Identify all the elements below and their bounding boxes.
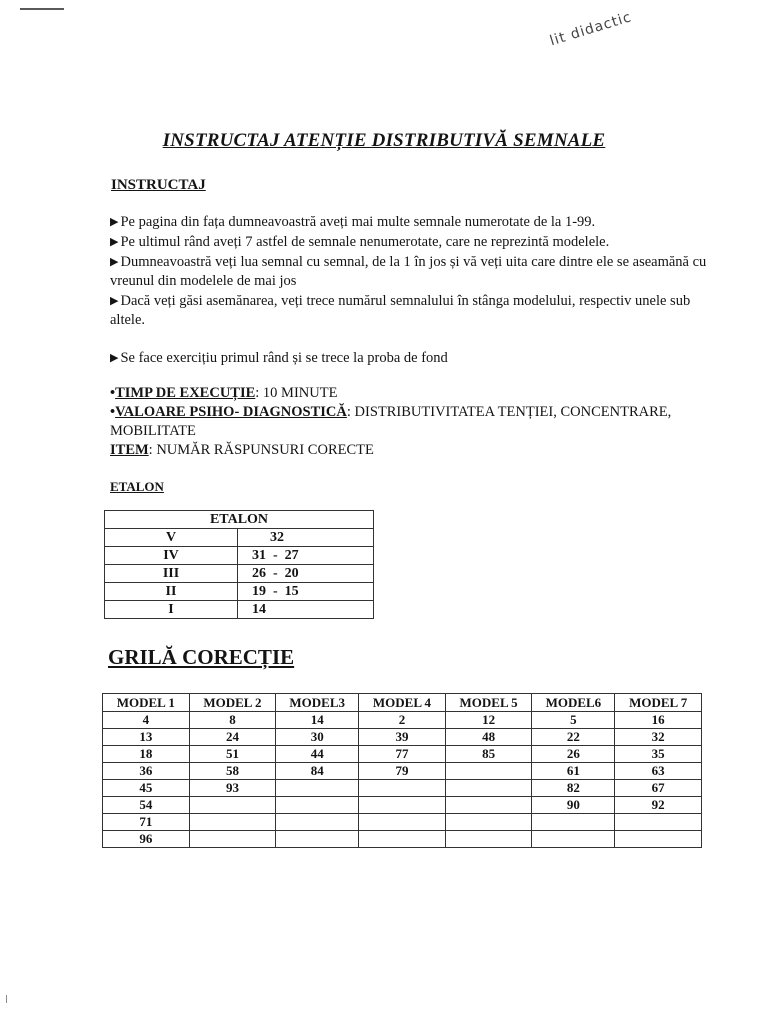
section-heading-instructaj: INSTRUCTAJ: [111, 177, 206, 193]
grila-cell: [359, 831, 446, 848]
grila-row: [103, 729, 702, 746]
bullet-arrow-icon: ▶: [110, 295, 119, 307]
grila-cell: 14: [276, 712, 359, 729]
instruction-4: ▶ Dacă veți găsi asemănarea, veți trece numărul semnalului în stânga modelului, respectiv unele sub altele.: [110, 293, 691, 328]
grila-cell: [445, 814, 532, 831]
grila-cell: 96: [103, 831, 190, 848]
valoare-value: : DISTRIBUTIVITATEA TENȚIEI, CONCENTRARE, MOBILITATE: [110, 404, 672, 439]
grila-cell: 71: [103, 814, 190, 831]
grila-cell: 85: [445, 746, 532, 763]
grila-cell: [445, 797, 532, 814]
scan-mark-left: [6, 995, 7, 1003]
grila-cell: 30: [276, 729, 359, 746]
grila-cell: 4: [103, 712, 190, 729]
grila-cell: 16: [615, 712, 702, 729]
etalon-row: [105, 529, 374, 547]
timp-value: : 10 MINUTE: [255, 385, 338, 401]
grila-cell: 18: [103, 746, 190, 763]
grila-header-cell: MODEL 4: [359, 694, 446, 712]
grila-cell: 90: [532, 797, 615, 814]
grila-header-cell: MODEL6: [532, 694, 615, 712]
grila-cell: [532, 814, 615, 831]
etalon-level: I: [105, 601, 238, 619]
etalon-row: [105, 583, 374, 601]
grila-correctie-table: [102, 693, 702, 848]
grila-cell: [359, 814, 446, 831]
etalon-range: 31 - 27: [238, 547, 374, 565]
instruction-1: ▶ Pe pagina din fața dumneavoastră aveți mai multe semnale numerotate de la 1-99.: [110, 214, 596, 230]
grila-row: [103, 814, 702, 831]
grila-cell: 12: [445, 712, 532, 729]
grila-cell: [445, 831, 532, 848]
grila-cell: 82: [532, 780, 615, 797]
grila-cell: 54: [103, 797, 190, 814]
grila-cell: 8: [189, 712, 276, 729]
grila-header-cell: MODEL3: [276, 694, 359, 712]
grila-cell: 48: [445, 729, 532, 746]
item-value: : NUMĂR RĂSPUNSURI CORECTE: [148, 442, 374, 458]
grila-cell: 26: [532, 746, 615, 763]
grila-cell: 51: [189, 746, 276, 763]
valoare-label: VALOARE PSIHO- DIAGNOSTICĂ: [115, 404, 347, 420]
etalon-row: [105, 565, 374, 583]
grila-row: [103, 797, 702, 814]
instruction-3: ▶ Dumneavoastră veți lua semnal cu semnal, de la 1 în jos și vă veți uita care dintre ele se aseamănă cu vreunul din modelele de mai jos: [110, 254, 707, 289]
detail-item: [110, 441, 722, 460]
grila-header-cell: MODEL 1: [103, 694, 190, 712]
grila-heading: GRILĂ CORECȚIE: [108, 645, 295, 669]
grila-cell: [615, 814, 702, 831]
grila-header-cell: MODEL 7: [615, 694, 702, 712]
item-label: ITEM: [110, 442, 149, 458]
grila-row: [103, 746, 702, 763]
grila-cell: 63: [615, 763, 702, 780]
etalon-row: [105, 547, 374, 565]
grila-cell: [276, 797, 359, 814]
grila-cell: [189, 814, 276, 831]
grila-row: [103, 831, 702, 848]
grila-cell: [276, 831, 359, 848]
instruction-2: ▶ Pe ultimul rând aveți 7 astfel de semnale nenumerotate, care ne reprezintă modelele.: [110, 234, 610, 250]
grila-cell: 79: [359, 763, 446, 780]
etalon-range: 19 - 15: [238, 583, 374, 601]
detail-timp: [110, 384, 722, 403]
grila-header-cell: MODEL 2: [189, 694, 276, 712]
grila-row: [103, 763, 702, 780]
etalon-range: 14: [238, 601, 374, 619]
etalon-heading: ETALON: [110, 479, 164, 494]
grila-cell: [189, 831, 276, 848]
bullet-dot-icon: •: [110, 404, 116, 420]
grila-cell: [359, 780, 446, 797]
grila-cell: 5: [532, 712, 615, 729]
grila-cell: 44: [276, 746, 359, 763]
grila-cell: 2: [359, 712, 446, 729]
handwritten-note: lit didactic: [548, 9, 634, 50]
timp-label: TIMP DE EXECUȚIE: [115, 385, 256, 401]
bullet-arrow-icon: ▶: [110, 256, 119, 268]
etalon-title-row: [105, 511, 374, 529]
grila-cell: 93: [189, 780, 276, 797]
grila-cell: 58: [189, 763, 276, 780]
bullet-arrow-icon: ▶: [110, 236, 119, 248]
grila-cell: [615, 831, 702, 848]
grila-header-row: [103, 694, 702, 712]
grila-cell: 13: [103, 729, 190, 746]
etalon-range: 32: [238, 529, 374, 547]
grila-cell: [532, 831, 615, 848]
etalon-level: IV: [105, 547, 238, 565]
grila-cell: 45: [103, 780, 190, 797]
etalon-table-title: ETALON: [105, 511, 374, 529]
grila-cell: 67: [615, 780, 702, 797]
grila-cell: 36: [103, 763, 190, 780]
instruction-5: ▶ Se face exercițiu primul rând și se trece la proba de fond: [110, 350, 448, 366]
bullet-arrow-icon: ▶: [110, 216, 119, 228]
grila-cell: [276, 780, 359, 797]
etalon-level: V: [105, 529, 238, 547]
grila-cell: [445, 763, 532, 780]
grila-cell: 39: [359, 729, 446, 746]
grila-cell: [445, 780, 532, 797]
grila-cell: 24: [189, 729, 276, 746]
page-title: INSTRUCTAJ ATENȚIE DISTRIBUTIVĂ SEMNALE: [162, 130, 606, 151]
grila-cell: [189, 797, 276, 814]
grila-cell: 77: [359, 746, 446, 763]
grila-cell: 84: [276, 763, 359, 780]
etalon-row: [105, 601, 374, 619]
grila-cell: [359, 797, 446, 814]
grila-cell: 32: [615, 729, 702, 746]
grila-cell: 22: [532, 729, 615, 746]
scan-mark-top: [20, 8, 64, 10]
grila-row: [103, 780, 702, 797]
grila-cell: 35: [615, 746, 702, 763]
etalon-table: [104, 510, 374, 619]
grila-cell: 92: [615, 797, 702, 814]
etalon-level: III: [105, 565, 238, 583]
grila-cell: 61: [532, 763, 615, 780]
bullet-arrow-icon: ▶: [110, 352, 119, 364]
detail-valoare: [110, 403, 722, 441]
bullet-dot-icon: •: [110, 385, 116, 401]
grila-header-cell: MODEL 5: [445, 694, 532, 712]
grila-cell: [276, 814, 359, 831]
etalon-range: 26 - 20: [238, 565, 374, 583]
etalon-level: II: [105, 583, 238, 601]
grila-row: [103, 712, 702, 729]
